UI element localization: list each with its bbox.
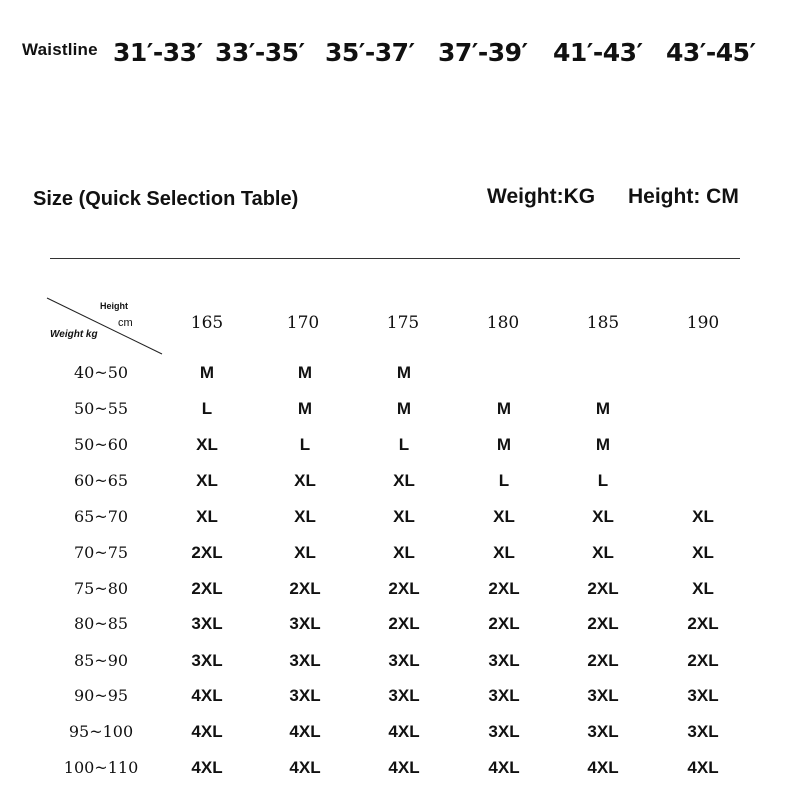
size-cell: 2XL [191,543,223,562]
table-row [0,543,790,573]
height-header-185: 185 [586,313,620,333]
weight-range-cell: 75~80 [73,579,129,598]
table-corner-header [46,297,164,355]
size-cell: XL [692,543,714,562]
table-row [0,435,790,465]
waistline-value-3: 35′-37′ [325,38,415,67]
waistline-value-2: 33′-35′ [215,38,305,67]
weight-range-cell: 50~55 [73,399,129,418]
waistline-value-4: 37′-39′ [438,38,528,67]
table-row [0,686,790,716]
size-cell: XL [393,471,415,490]
height-header-170: 170 [286,313,320,333]
size-cell: XL [196,507,218,526]
table-row [0,471,790,501]
size-cell: 4XL [289,758,321,777]
table-row [0,507,790,537]
size-cell: M [595,435,611,454]
weight-range-cell: 90~95 [73,686,129,705]
size-cell: 4XL [191,722,223,741]
waistline-value-5: 41′-43′ [553,38,643,67]
size-cell: L [201,399,213,418]
height-header-175: 175 [386,313,420,333]
waistline-label: Waistline [22,40,98,59]
size-cell: 2XL [191,579,223,598]
weight-range-cell: 65~70 [73,507,129,526]
size-cell: 4XL [289,722,321,741]
size-cell: XL [196,435,218,454]
size-cell: 2XL [488,579,520,598]
size-cell: XL [493,543,515,562]
corner-height-label: Height [100,301,128,311]
size-cell: XL [196,471,218,490]
size-cell: XL [393,507,415,526]
weight-range-cell: 70~75 [73,543,129,562]
divider-line [50,258,740,259]
size-cell: 3XL [687,722,719,741]
table-row [0,399,790,429]
size-cell: M [496,435,512,454]
size-cell: 3XL [289,686,321,705]
weight-range-cell: 50~60 [73,435,129,454]
size-cell: XL [294,471,316,490]
size-cell: 3XL [587,686,619,705]
size-cell: M [199,363,215,382]
height-header-190: 190 [686,313,720,333]
size-cell: L [597,471,609,490]
section-title: Size (Quick Selection Table) [33,188,299,210]
size-cell: XL [592,543,614,562]
size-cell: XL [692,579,714,598]
size-cell: 2XL [587,579,619,598]
size-cell: XL [294,543,316,562]
size-cell: 3XL [191,651,223,670]
size-cell: 2XL [388,579,420,598]
weight-range-cell: 100~110 [63,758,139,777]
size-cell: 3XL [488,722,520,741]
size-cell: L [498,471,510,490]
size-cell: L [299,435,311,454]
size-cell: XL [493,507,515,526]
size-cell: 4XL [488,758,520,777]
size-cell: 3XL [488,651,520,670]
weight-range-cell: 85~90 [73,651,129,670]
table-row [0,363,790,393]
size-cell: 3XL [289,651,321,670]
weight-unit-label: Weight:KG [487,185,596,208]
size-cell: 2XL [488,614,520,633]
size-cell: M [595,399,611,418]
weight-range-cell: 80~85 [73,614,129,633]
size-cell: 2XL [289,579,321,598]
size-cell: 2XL [687,651,719,670]
size-cell: 3XL [488,686,520,705]
size-cell: 4XL [687,758,719,777]
size-cell: M [496,399,512,418]
size-cell: XL [294,507,316,526]
height-header-180: 180 [486,313,520,333]
corner-cm-label: cm [118,317,133,329]
size-cell: M [297,363,313,382]
size-cell: 4XL [587,758,619,777]
size-cell: 3XL [191,614,223,633]
table-row [0,758,790,788]
size-cell: 2XL [687,614,719,633]
size-cell: 3XL [687,686,719,705]
size-cell: 2XL [587,614,619,633]
size-cell: XL [393,543,415,562]
size-cell: 4XL [388,758,420,777]
waistline-value-1: 31′-33′ [113,38,203,67]
size-cell: 3XL [388,651,420,670]
table-row [0,651,790,681]
waistline-value-6: 43′-45′ [666,38,756,67]
height-unit-label: Height: CM [628,185,739,208]
size-cell: M [396,399,412,418]
size-cell: 2XL [388,614,420,633]
size-cell: M [297,399,313,418]
table-row [0,579,790,609]
size-cell: XL [692,507,714,526]
size-cell: 4XL [191,686,223,705]
size-cell: 3XL [388,686,420,705]
size-cell: 4XL [191,758,223,777]
table-row [0,722,790,752]
weight-range-cell: 60~65 [73,471,129,490]
size-cell: 3XL [289,614,321,633]
weight-range-cell: 95~100 [68,722,134,741]
size-cell: XL [592,507,614,526]
corner-weight-label: Weight kg [50,329,98,340]
weight-range-cell: 40~50 [73,363,129,382]
size-cell: 2XL [587,651,619,670]
height-header-165: 165 [190,313,224,333]
size-cell: 3XL [587,722,619,741]
size-cell: L [398,435,410,454]
size-cell: 4XL [388,722,420,741]
size-cell: M [396,363,412,382]
table-row [0,614,790,644]
